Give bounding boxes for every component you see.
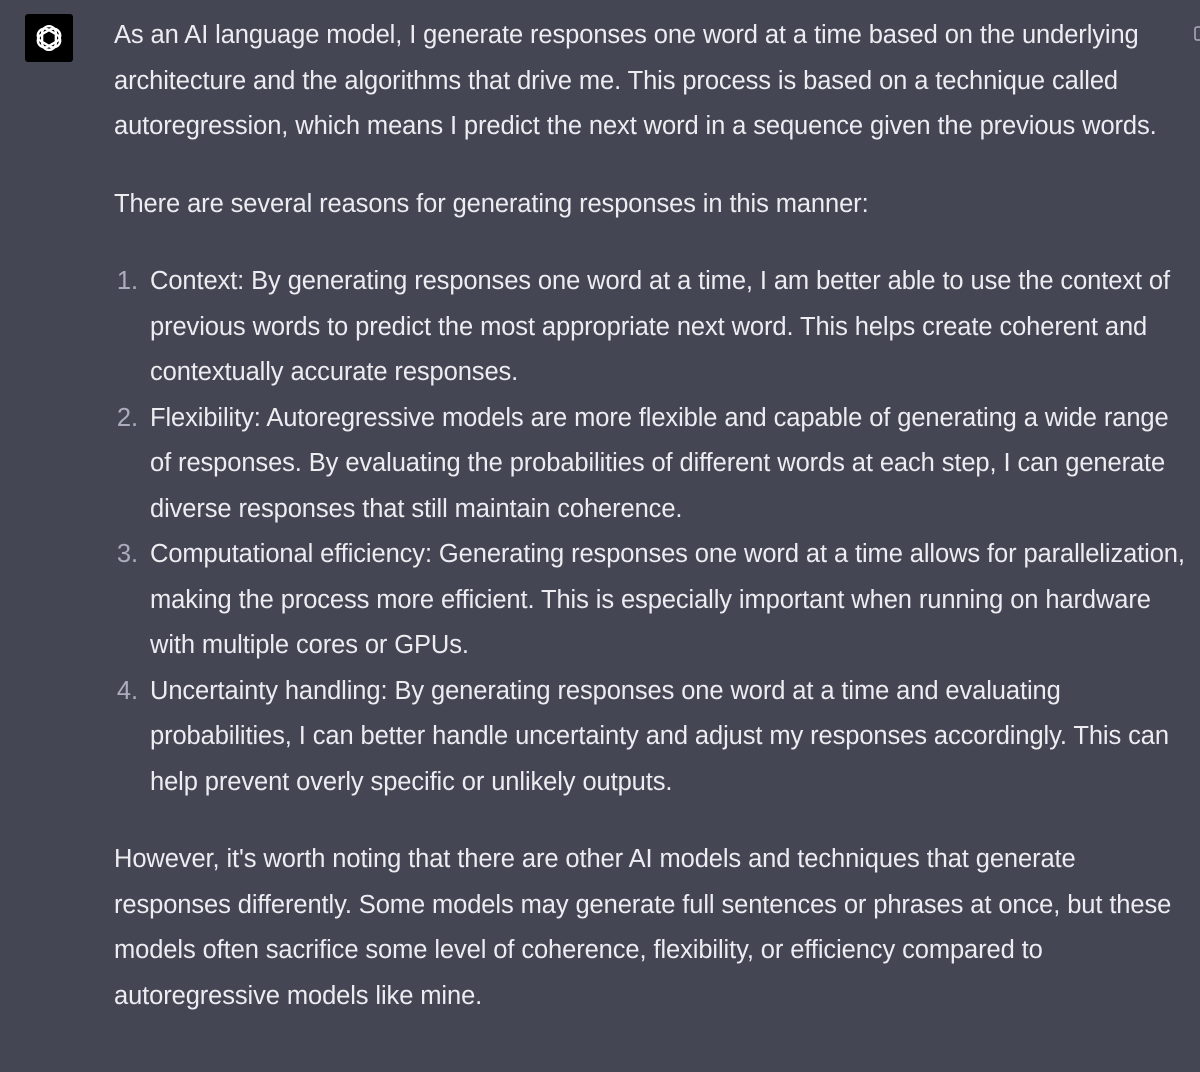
list-item-number: 3. xyxy=(116,540,138,568)
list-item xyxy=(114,669,1190,806)
closing-paragraph: However, it's worth noting that there are other AI models and techniques that generate responses differently. Some models may generate full sentences or phrases at once, but these models often sacrifice some level of coherence, flexibility, or efficiency compared to autoregressive models like mine. xyxy=(114,845,1172,1010)
list-item-number: 2. xyxy=(116,403,138,432)
list-item-number: 4. xyxy=(116,676,138,705)
list-item-text: Context: By generating responses one word at a time, I am better able to use the context of previous words to predict the most appropriate next word. This helps create coherent and contextually accurate responses. xyxy=(150,267,1170,386)
intro-paragraph: As an AI language model, I generate responses one word at a time based on the underlying architecture and the algorithms that drive me. This process is based on a technique called autoregression, which means I predict the next word in a sequence given the previous words. xyxy=(114,21,1157,140)
copy-icon[interactable] xyxy=(1194,26,1200,42)
message-content xyxy=(114,13,1190,1019)
list-item xyxy=(114,532,1190,669)
list-item-number: 1. xyxy=(116,267,138,295)
reasons-list xyxy=(114,259,1190,805)
list-item-text: Computational efficiency: Generating responses one word at a time allows for parallelization, making the process more efficient. This is especially important when running on hardware with multiple cores or GPUs. xyxy=(150,540,1185,659)
reasons-lead-paragraph: There are several reasons for generating responses in this manner: xyxy=(114,189,869,218)
list-item-text: Uncertainty handling: By generating responses one word at a time and evaluating probabilities, I can better handle uncertainty and adjust my responses accordingly. This can help prevent overly specific or unlikely outputs. xyxy=(150,676,1169,796)
assistant-avatar xyxy=(25,14,73,62)
list-item xyxy=(114,259,1190,396)
openai-logo-icon xyxy=(31,20,67,56)
list-item-text: Flexibility: Autoregressive models are more flexible and capable of generating a wide range of responses. By evaluating the probabilities of different words at each step, I can generate diverse responses that still maintain coherence. xyxy=(150,403,1169,523)
list-item xyxy=(114,396,1190,533)
